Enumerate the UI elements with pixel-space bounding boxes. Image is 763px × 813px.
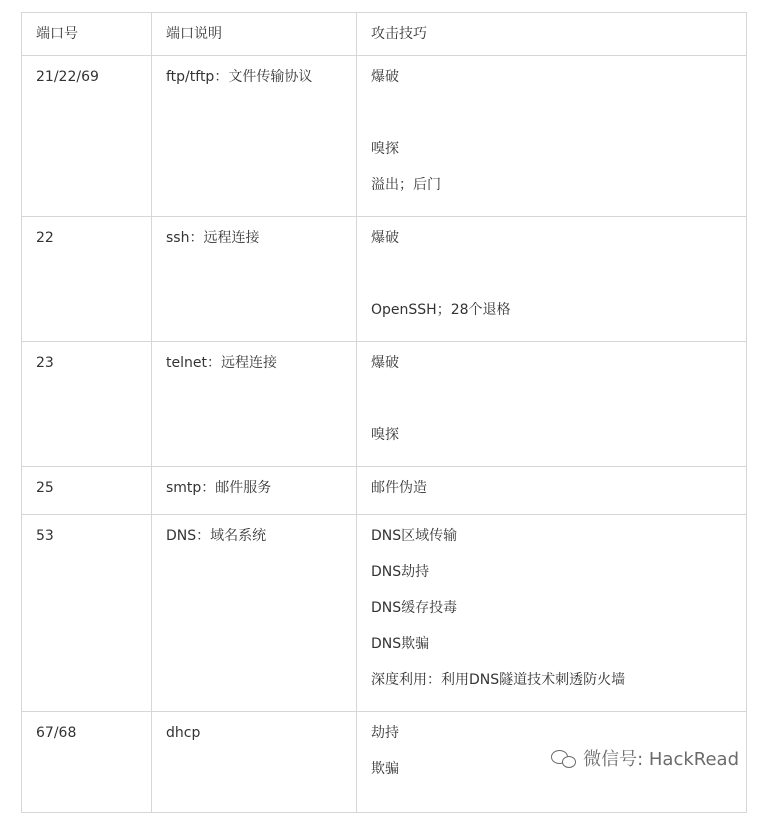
attack-item: OpenSSH；28个退格 [371, 302, 511, 318]
port-cell: 21/22/69 [22, 56, 152, 217]
description-cell: smtp：邮件服务 [152, 467, 357, 515]
wechat-icon [551, 748, 577, 768]
attack-item: 邮件伪造 [371, 480, 427, 496]
attack-item: DNS欺骗 [371, 636, 430, 652]
attacks-cell [357, 467, 747, 515]
attack-item: 欺骗 [371, 761, 399, 777]
table-row [22, 56, 747, 217]
port-attack-table [21, 12, 747, 813]
attack-item: 爆破 [371, 230, 399, 246]
attacks-cell [357, 342, 747, 467]
table-row [22, 467, 747, 515]
attack-item: 溢出；后门 [371, 177, 441, 193]
description-cell: ftp/tftp：文件传输协议 [152, 56, 357, 217]
attacks-cell [357, 56, 747, 217]
description-cell: ssh：远程连接 [152, 217, 357, 342]
port-cell: 23 [22, 342, 152, 467]
table-row [22, 515, 747, 712]
description-cell: dhcp [152, 712, 357, 813]
header-port: 端口号 [22, 13, 152, 56]
attacks-cell [357, 515, 747, 712]
attack-item: 爆破 [371, 355, 399, 371]
description-cell: telnet：远程连接 [152, 342, 357, 467]
table-header-row [22, 13, 747, 56]
attack-item: 爆破 [371, 69, 399, 85]
attacks-cell [357, 217, 747, 342]
port-cell: 67/68 [22, 712, 152, 813]
attack-item: 嗅探 [371, 427, 399, 443]
watermark [551, 745, 739, 771]
watermark-text: 微信号: HackRead [583, 749, 739, 770]
attack-item: 深度利用：利用DNS隧道技术刺透防火墙 [371, 672, 626, 688]
attack-item: DNS区域传输 [371, 528, 458, 544]
description-cell: DNS：域名系统 [152, 515, 357, 712]
table-row [22, 342, 747, 467]
header-attack-techniques: 攻击技巧 [357, 13, 747, 56]
table-row [22, 217, 747, 342]
attack-item: DNS劫持 [371, 564, 430, 580]
port-cell: 22 [22, 217, 152, 342]
header-description: 端口说明 [152, 13, 357, 56]
attack-item: DNS缓存投毒 [371, 600, 458, 616]
port-cell: 53 [22, 515, 152, 712]
attack-item: 劫持 [371, 725, 399, 741]
port-cell: 25 [22, 467, 152, 515]
attack-item: 嗅探 [371, 141, 399, 157]
